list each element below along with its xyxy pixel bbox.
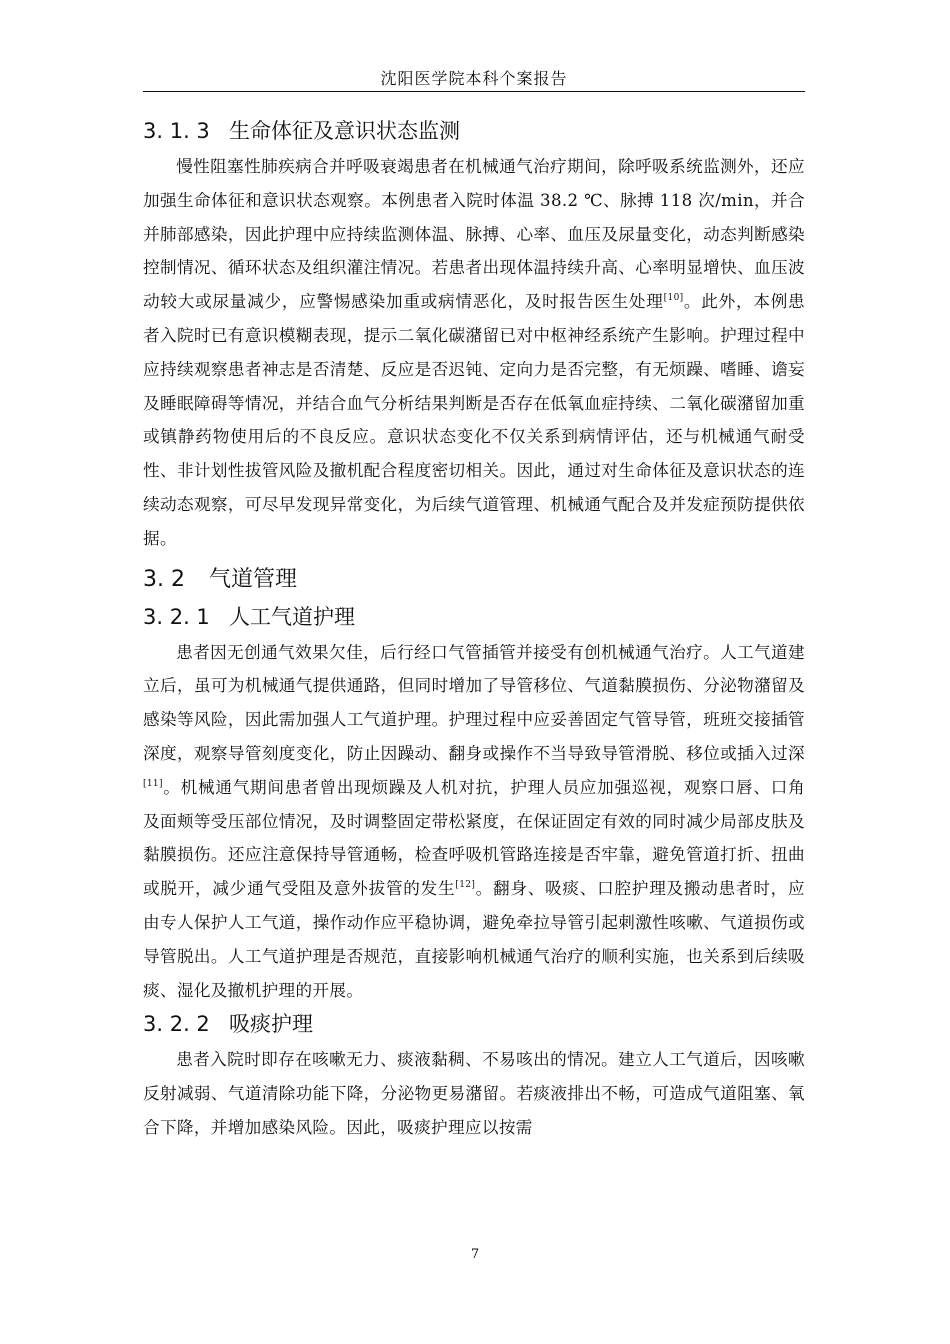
paragraph-text: 。翻身、吸痰、口腔护理及搬动患者时，应由专人保护人工气道，操作动作应平稳协调，避免牵拉导管引起刺激性咳嗽、气道损伤或导管脱出。人工气道护理是否规范，直接影响机械通气治疗的顺利实施，也关系到后续吸痰、湿化及撤机护理的开展。 xyxy=(143,879,805,1000)
paragraph-airway-care xyxy=(143,636,805,1008)
citation-ref[interactable]: [10] xyxy=(663,293,684,304)
section-title: 生命体征及意识状态监测 xyxy=(229,119,460,143)
paragraph-suction-care: 患者入院时即存在咳嗽无力、痰液黏稠、不易咳出的情况。建立人工气道后，因咳嗽反射减弱、气道清除功能下降，分泌物更易潴留。若痰液排出不畅，可造成气道阻塞、氧合下降，并增加感染风险。因此，吸痰护理应以按需 xyxy=(143,1050,805,1137)
heading-3-2-2 xyxy=(143,1007,805,1041)
section-number: 3. 2. 1 xyxy=(143,604,210,629)
page-content xyxy=(143,114,805,1145)
section-title: 气道管理 xyxy=(209,566,298,592)
section-number: 3. 1. 3 xyxy=(143,119,210,143)
heading-3-2-1 xyxy=(143,600,805,634)
heading-3-1-3 xyxy=(143,114,805,148)
citation-ref[interactable]: [12] xyxy=(455,880,476,891)
paragraph-text: 患者因无创通气效果欠佳，后行经口气管插管并接受有创机械通气治疗。人工气道建立后，虽可为机械通气提供通路，但同时增加了导管移位、气道黏膜损伤、分泌物潴留及感染等风险，因此需加强人工气道护理。护理过程中应妥善固定气管导管，班班交接插管深度，观察导管刻度变化，防止因躁动、翻身或操作不当导致导管滑脱、移位或插入过深 xyxy=(143,642,805,763)
page-number: 7 xyxy=(470,1247,480,1262)
header-rule xyxy=(143,91,805,92)
section-number: 3. 2. 2 xyxy=(143,1012,210,1037)
section-title: 人工气道护理 xyxy=(229,604,355,629)
paragraph-text: 慢性阻塞性肺疾病合并呼吸衰竭患者在机械通气治疗期间，除呼吸系统监测外，还应加强生命体征和意识状态观察。本例患者入院时体温 38.2 ℃、脉搏 118 次/min，并合并肺部感染，因此护理中应持续监测体温、脉搏、心率、血压及尿量变化，动态判断感染控制情况、循环状态及组织灌注情况。若患者出现体温持续升高、心率明显增快、血压波动较大或尿量减少，应警惕感染加重或病情恶化，及时报告医生处理 xyxy=(143,157,805,312)
running-header: 沈阳医学院本科个案报告 xyxy=(380,69,568,88)
section-title: 吸痰护理 xyxy=(229,1012,313,1037)
paragraph-text: 。机械通气期间患者曾出现烦躁及人机对抗，护理人员应加强巡视，观察口唇、口角及面颊等受压部位情况，及时调整固定带松紧度，在保证固定有效的同时减少局部皮肤及黏膜损伤。还应注意保持导管通畅，检查呼吸机管路连接是否牢靠，避免管道打折、扭曲或脱开，减少通气受阻及意外拔管的发生 xyxy=(143,777,805,899)
paragraph-text: 。此外，本例患者入院时已有意识模糊表现，提示二氧化碳潴留已对中枢神经系统产生影响。护理过程中应持续观察患者神志是否清楚、反应是否迟钝、定向力是否完整，有无烦躁、嗜睡、谵妄及睡眠障碍等情况，并结合血气分析结果判断是否存在低氧血症持续、二氧化碳潴留加重或镇静药物使用后的不良反应。意识状态变化不仅关系到病情评估，还与机械通气耐受性、非计划性拔管风险及撤机配合程度密切相关。因此，通过对生命体征及意识状态的连续动态观察，可尽早发现异常变化，为后续气道管理、机械通气配合及并发症预防提供依据。 xyxy=(143,292,805,548)
heading-3-2 xyxy=(143,560,805,600)
paragraph-vital-signs xyxy=(143,150,805,556)
citation-ref[interactable]: [11] xyxy=(143,778,163,789)
section-number: 3. 2 xyxy=(143,566,185,592)
